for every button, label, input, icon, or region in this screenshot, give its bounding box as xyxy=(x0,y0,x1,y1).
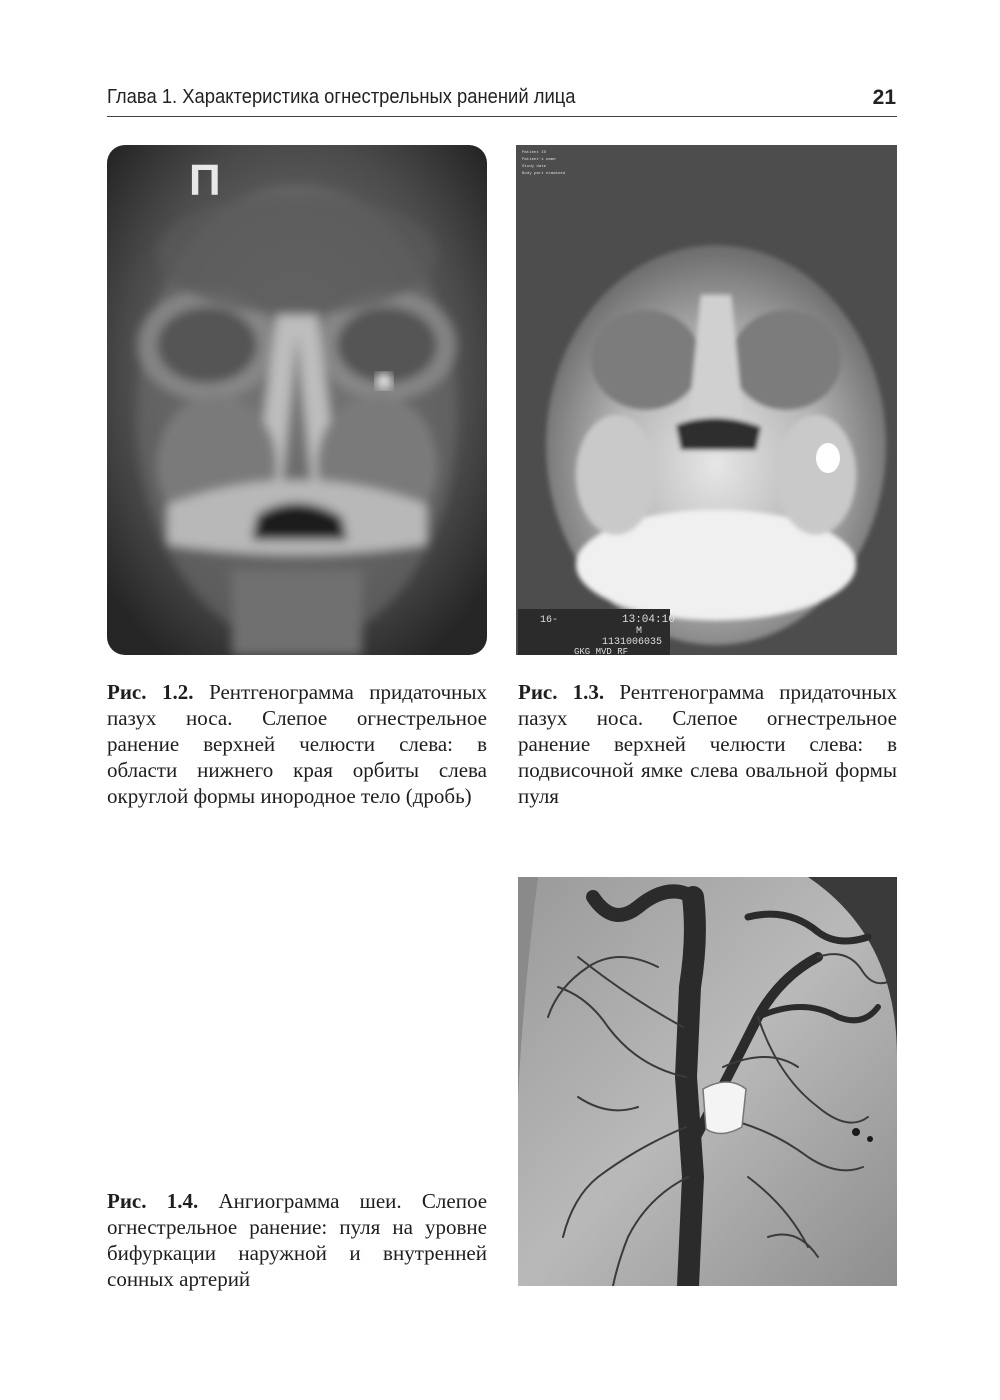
page-number: 21 xyxy=(872,86,896,109)
figure-1-3-xray xyxy=(516,145,897,655)
figure-1-4-angiogram xyxy=(518,877,897,1286)
figure-1-3-caption xyxy=(518,679,897,809)
overlay-time: 13:04:10 xyxy=(622,614,675,626)
film-marker-letter: П xyxy=(189,156,221,205)
figure-1-3-label: Рис. 1.3. xyxy=(518,680,605,704)
svg-text:Patient's name: Patient's name xyxy=(522,158,556,162)
figure-1-2-caption xyxy=(107,679,487,809)
figure-1-2-caption-text: Рентгенограмма придаточных пазух носа. Слепое огнестрельное ранение верхней челюсти слева: в области нижнего края орбиты слева округлой формы инородное тело (дробь) xyxy=(107,680,488,808)
header-rule xyxy=(107,116,897,117)
svg-text:Body part examined: Body part examined xyxy=(522,172,566,176)
bullet-foreign-body xyxy=(816,443,840,473)
bullet-foreign-body xyxy=(703,1082,746,1134)
overlay-left-label: 16- xyxy=(540,615,559,626)
svg-text:Patient ID: Patient ID xyxy=(522,151,547,155)
overlay-patient-id: 1131006035 xyxy=(602,637,663,648)
overlay-sex: M xyxy=(636,626,643,637)
figure-1-4-caption xyxy=(107,1188,487,1292)
figure-1-3-caption-text: Рентгенограмма придаточных пазух носа. Слепое огнестрельное ранение верхней челюсти слева: в подвисочной ямке слева овальной формы пуля xyxy=(518,680,897,808)
angiogram-image xyxy=(518,877,897,1286)
svg-text:Study date: Study date xyxy=(522,165,547,169)
figure-1-4-caption-text: Ангиограмма шеи. Слепое огнестрельное ранение: пуля на уровне бифуркации наружной и внутренней сонных артерий xyxy=(107,1189,488,1291)
running-header-title: Глава 1. Характеристика огнестрельных ранений лица xyxy=(107,86,576,108)
figure-1-2-label: Рис. 1.2. xyxy=(107,680,194,704)
xray-sinus-image xyxy=(107,145,487,655)
figure-1-4-label: Рис. 1.4. xyxy=(107,1189,199,1213)
xray-skull-image xyxy=(516,145,897,655)
figure-1-2-xray xyxy=(107,145,487,655)
pellet-foreign-body xyxy=(376,373,392,389)
overlay-institution: GKG MVD RF xyxy=(574,647,629,655)
